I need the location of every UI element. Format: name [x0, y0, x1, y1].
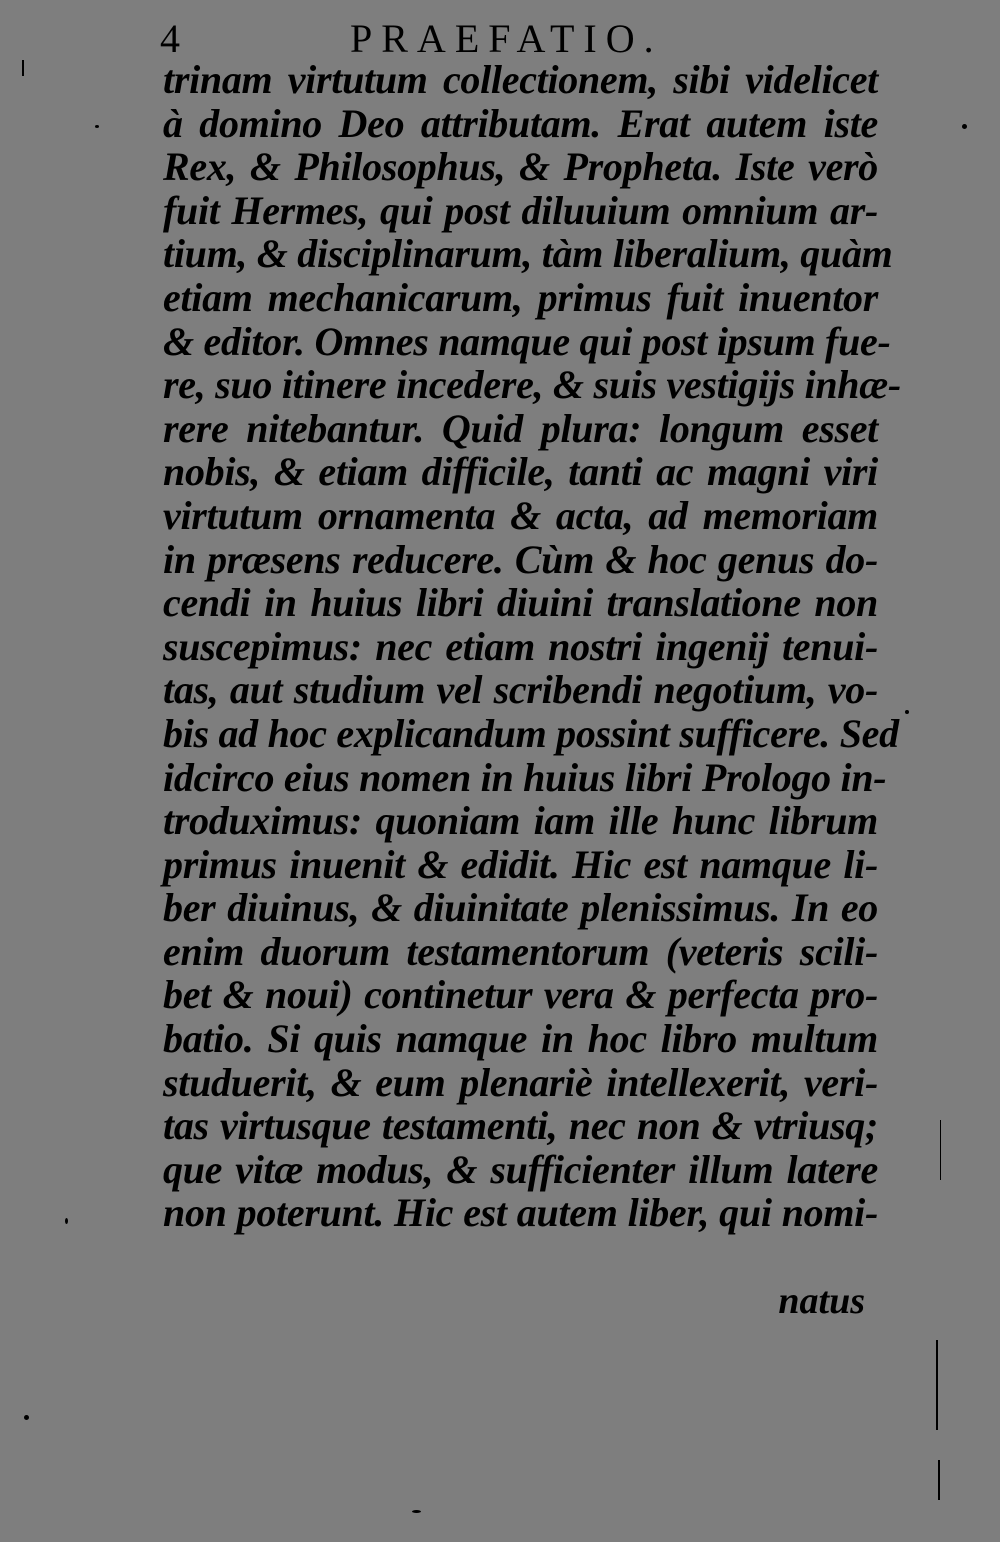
scan-speck — [905, 710, 909, 714]
text-line: batio. Si quis namque in hoc libro multum — [163, 1016, 878, 1062]
catchword: natus — [778, 1280, 865, 1322]
text-line: cendi in huius libri diuini translatione non — [163, 580, 878, 626]
text-line: re, suo itinere incedere, & suis vestigijs inhæ- — [163, 362, 901, 408]
text-line: fuit Hermes, qui post diluuium omnium ar- — [163, 187, 878, 233]
page-number: 4 — [160, 16, 180, 61]
text-line: ber diuinus, & diuinitate plenissimus. In eo — [163, 885, 878, 931]
scan-speck — [412, 1510, 421, 1513]
gutter-edge-mark — [22, 60, 24, 76]
scan-speck — [65, 1218, 68, 1224]
text-line: Rex, & Philosophus, & Propheta. Iste verò — [163, 144, 878, 190]
text-line: primus inuenit & edidit. Hic est namque li- — [163, 841, 878, 887]
text-line: troduximus: quoniam iam ille hunc librum — [163, 798, 878, 844]
text-line: à domino Deo attributam. Erat autem iste — [163, 100, 878, 146]
text-line: non poterunt. Hic est autem liber, qui nomi- — [163, 1190, 878, 1236]
text-line: suscepimus: nec etiam nostri ingenij tenui- — [163, 623, 878, 669]
text-line: tas, aut studium vel scribendi negotium, vo- — [163, 667, 878, 713]
text-line: studuerit, & eum plenariè intellexerit, veri- — [163, 1059, 878, 1105]
text-line: in præsens reducere. Cùm & hoc genus do- — [163, 536, 878, 582]
scan-speck — [24, 1415, 29, 1420]
text-line: bet & noui) continetur vera & perfecta pro- — [163, 972, 878, 1018]
scan-speck — [95, 125, 99, 128]
text-line: trinam virtutum collectionem, sibi videlicet — [163, 57, 878, 102]
running-title: PRAEFATIO. — [350, 16, 663, 61]
gutter-edge-mark — [936, 1340, 938, 1430]
text-line: que vitæ modus, & sufficienter illum latere — [163, 1146, 878, 1192]
text-line: enim duorum testamentorum (veteris scili- — [163, 928, 878, 974]
text-line: nobis, & etiam difficile, tanti ac magni viri — [163, 449, 878, 495]
text-line: rere nitebantur. Quid plura: longum esset — [163, 405, 878, 451]
gutter-edge-mark — [940, 1120, 941, 1180]
body-text — [163, 57, 901, 1236]
text-line: tas virtusque testamenti, nec non & vtriusq; — [163, 1103, 878, 1149]
gutter-edge-mark — [938, 1460, 940, 1500]
text-line: etiam mechanicarum, primus fuit inuentor — [163, 274, 878, 320]
text-line: & editor. Omnes namque qui post ipsum fue- — [163, 318, 891, 364]
text-line: tium, & disciplinarum, tàm liberalium, quàm — [163, 231, 893, 277]
text-line: virtutum ornamenta & acta, ad memoriam — [163, 492, 878, 538]
scan-speck — [962, 124, 967, 129]
text-line: idcirco eius nomen in huius libri Prologo in- — [163, 754, 887, 800]
text-line: bis ad hoc explicandum possint sufficere. Sed — [163, 710, 899, 756]
